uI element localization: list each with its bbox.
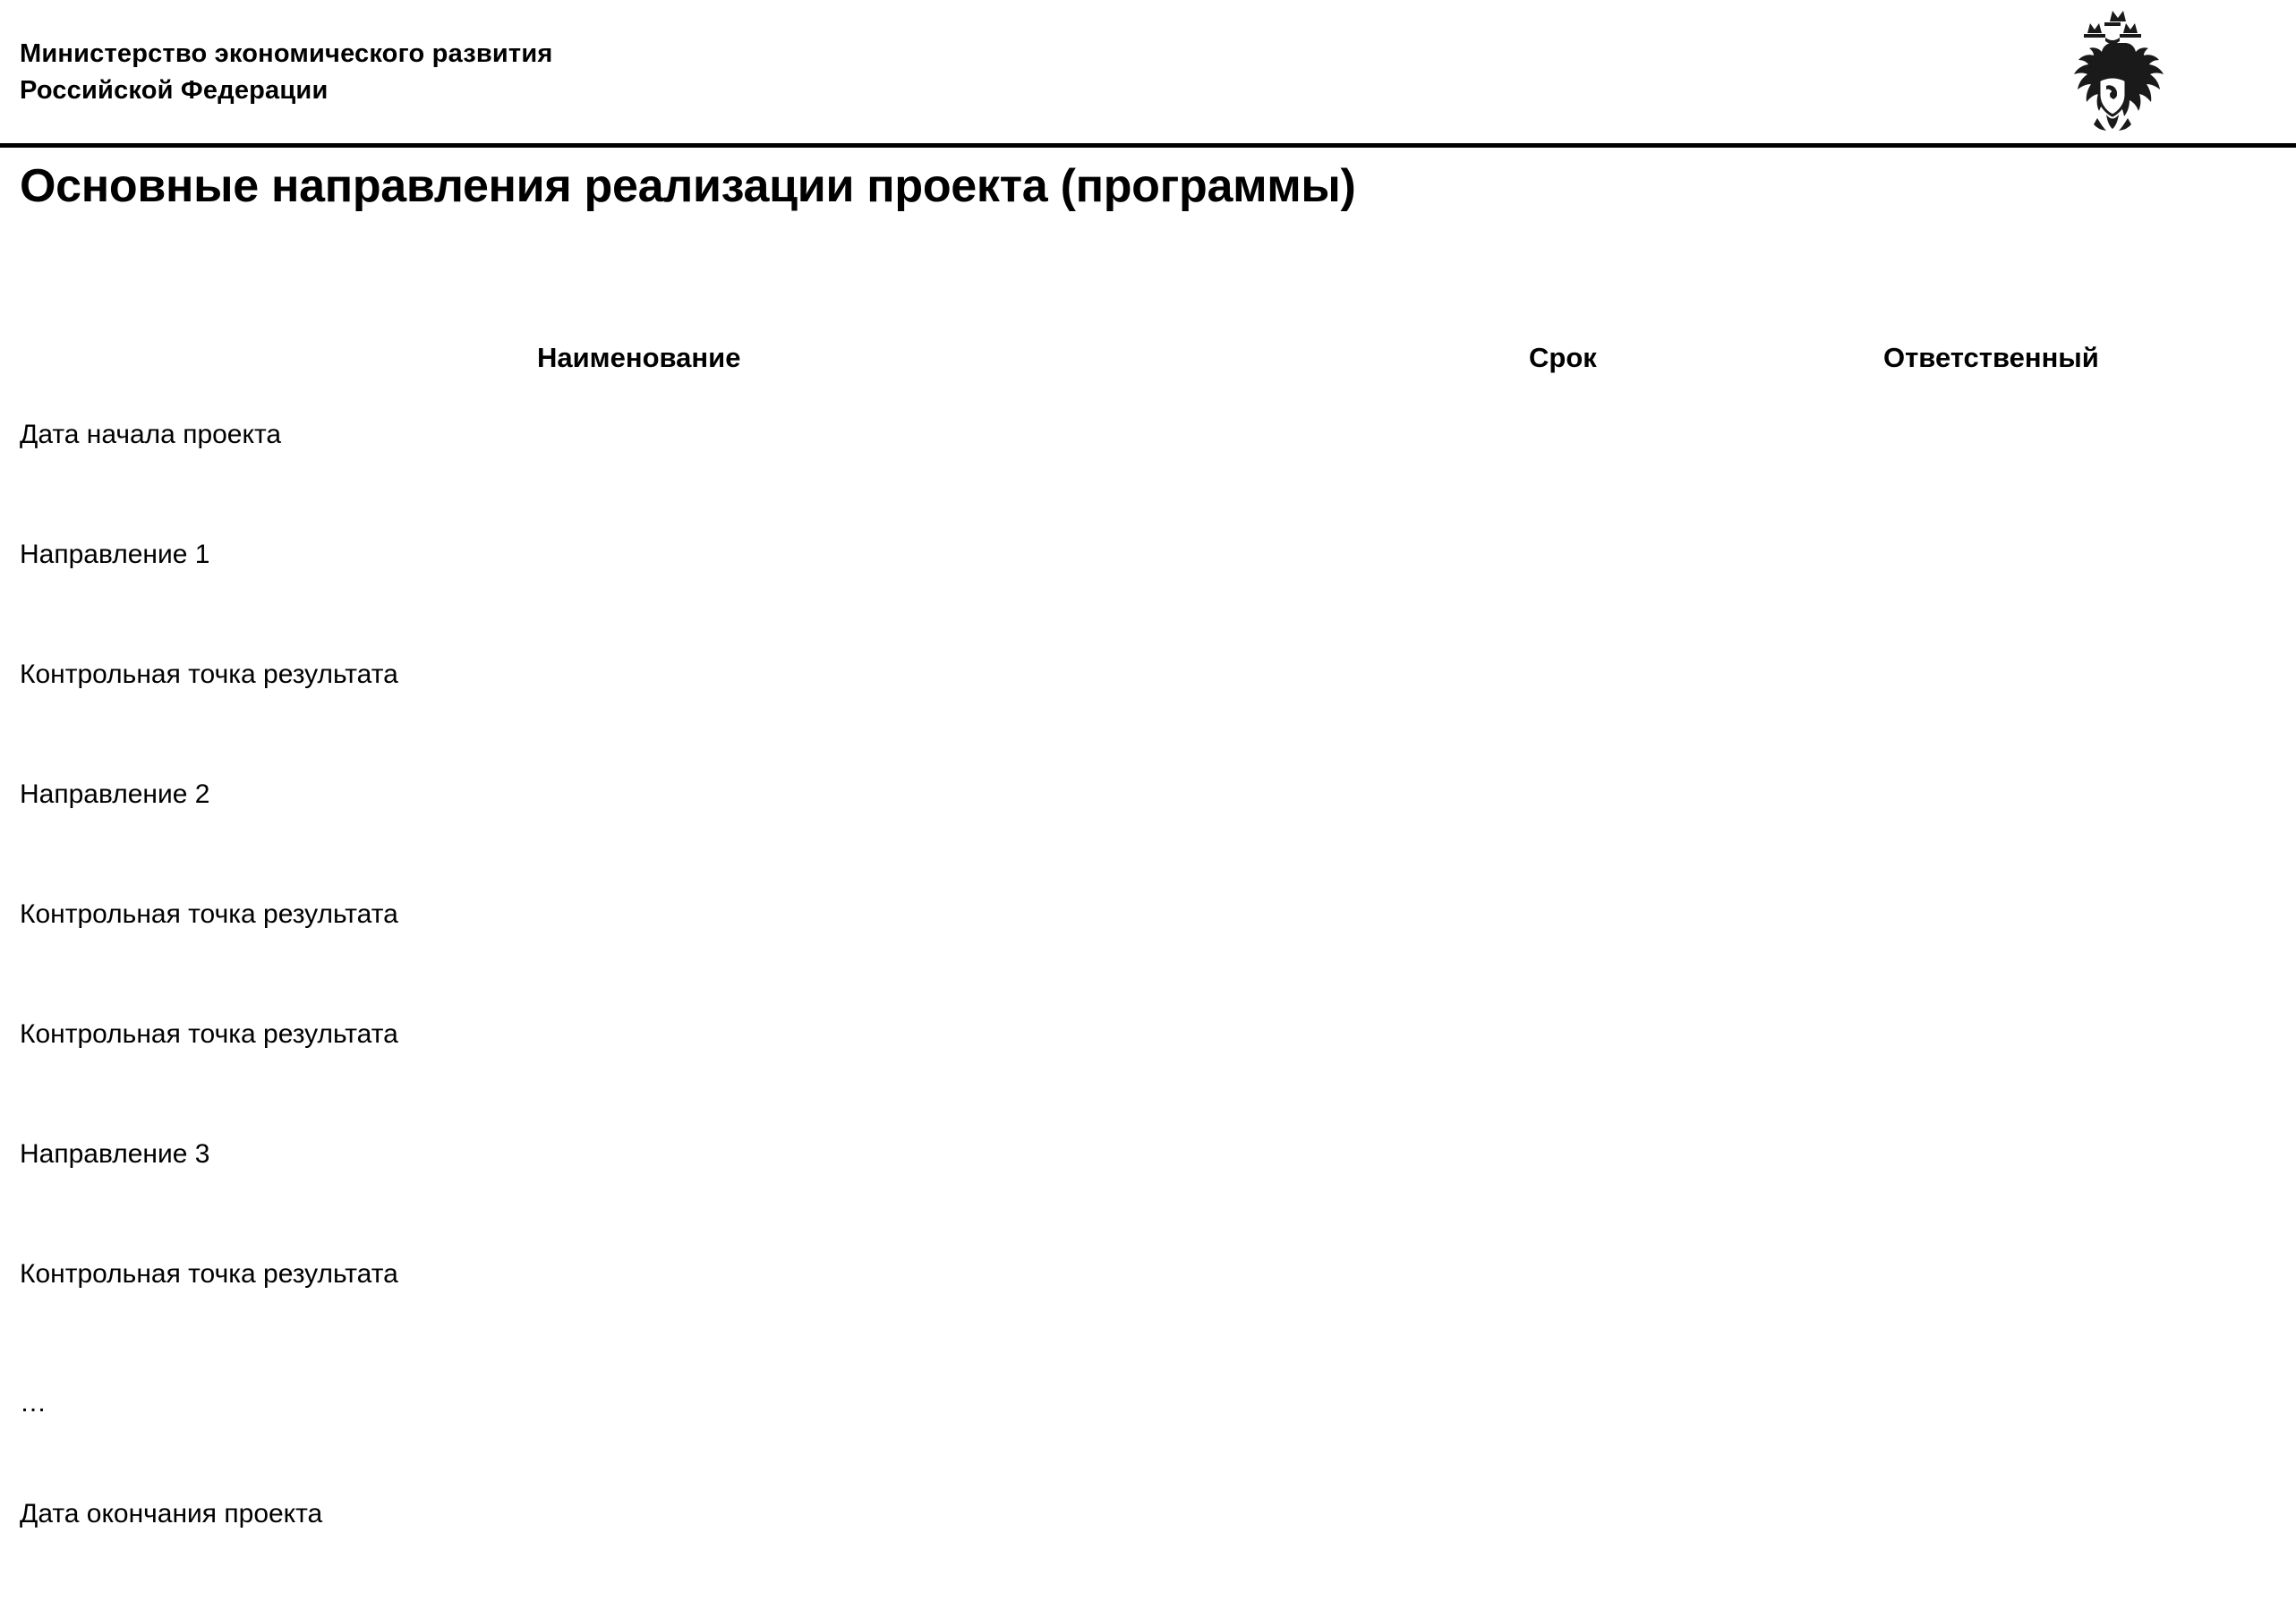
table-row [0, 539, 2296, 659]
document-header [0, 0, 2296, 143]
table-body [0, 419, 2296, 1618]
row-name: Направление 2 [20, 779, 210, 809]
page-title: Основные направления реализации проекта (программы) [20, 160, 1356, 212]
header-divider [0, 143, 2296, 148]
row-name: Контрольная точка результата [20, 1019, 398, 1049]
row-name: Контрольная точка результата [20, 899, 398, 929]
column-header-responsible: Ответственный [1883, 342, 2099, 373]
row-name: Дата начала проекта [20, 420, 282, 449]
table-row [0, 898, 2296, 1018]
column-header-term: Срок [1529, 342, 1597, 373]
table-row [0, 1258, 2296, 1378]
directions-table [0, 322, 2296, 1618]
table-row [0, 1018, 2296, 1138]
ministry-line-1: Министерство экономического развития [20, 39, 553, 68]
row-name: Дата окончания проекта [20, 1499, 323, 1529]
table-row [0, 1498, 2296, 1618]
table-row [0, 779, 2296, 898]
ministry-name [20, 36, 552, 109]
table-row [0, 659, 2296, 779]
row-name: Направление 1 [20, 540, 210, 569]
russian-coat-of-arms-icon [2054, 7, 2171, 146]
table-header-row [0, 322, 2296, 412]
row-name: Контрольная точка результата [20, 1259, 398, 1289]
row-name: Направление 3 [20, 1139, 210, 1169]
table-row [0, 1378, 2296, 1498]
row-name: … [20, 1388, 48, 1418]
ministry-line-2: Российской Федерации [20, 76, 329, 106]
table-row [0, 419, 2296, 539]
table-row [0, 1138, 2296, 1258]
column-header-name: Наименование [537, 342, 741, 373]
row-name: Контрольная точка результата [20, 660, 398, 689]
